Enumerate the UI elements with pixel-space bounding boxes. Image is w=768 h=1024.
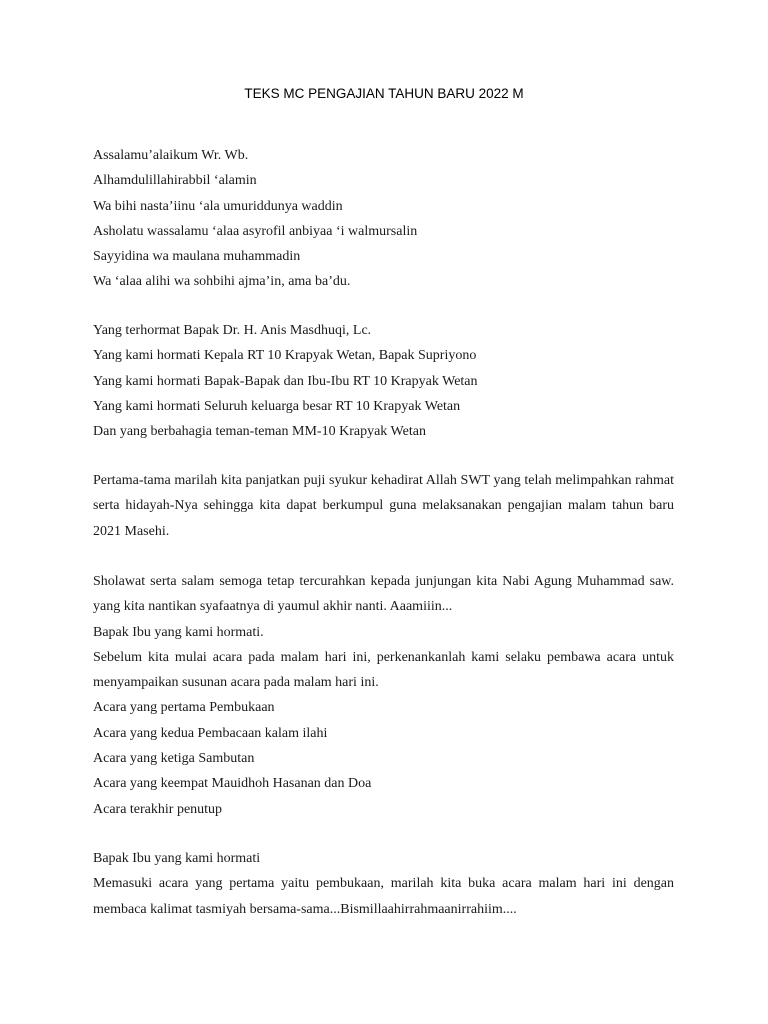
- agenda-item: Acara yang pertama Pembukaan: [93, 700, 275, 716]
- opening-paragraph-block: [93, 468, 674, 544]
- agenda-item: Acara terakhir penutup: [93, 801, 223, 817]
- closing-text-block: [93, 846, 674, 922]
- address-line: Yang kami hormati Kepala RT 10 Krapyak Wetan, Bapak Supriyono: [93, 348, 477, 364]
- greeting-block: [93, 143, 674, 295]
- greeting-line: Assalamu’alaikum Wr. Wb.: [93, 148, 249, 163]
- agenda-intro-paragraph: Sebelum kita mulai acara pada malam hari ini, perkenankanlah kami selaku pembawa acara untuk menyampaikan susunan acara pada malam hari ini.: [93, 649, 674, 691]
- agenda-item: Acara yang kedua Pembacaan kalam ilahi: [93, 725, 328, 741]
- address-block: [93, 318, 674, 444]
- address-line: Yang kami hormati Seluruh keluarga besar RT 10 Krapyak Wetan: [93, 398, 461, 414]
- document-title: TEKS MC PENGAJIAN TAHUN BARU 2022 M: [244, 86, 524, 101]
- greeting-line: Asholatu wassalamu ‘alaa asyrofil anbiyaa ‘i walmursalin: [93, 223, 418, 239]
- agenda-item: Acara yang ketiga Sambutan: [93, 751, 255, 767]
- sholawat-paragraph: Sholawat serta salam semoga tetap tercurahkan kepada junjungan kita Nabi Agung Muhammad saw. yang kita nantikan syafaatnya di yaumul akhir nanti. Aaamiiin...: [93, 574, 674, 615]
- address-hormat-line: Bapak Ibu yang kami hormati: [93, 851, 261, 866]
- main-text-block: [93, 569, 674, 822]
- agenda-item: Acara yang keempat Mauidhoh Hasanan dan Doa: [93, 776, 372, 792]
- greeting-line: Sayyidina wa maulana muhammadin: [93, 249, 301, 265]
- address-line: Dan yang berbahagia teman-teman MM-10 Krapyak Wetan: [93, 424, 426, 440]
- address-line: Yang terhormat Bapak Dr. H. Anis Masdhuqi, Lc.: [93, 323, 372, 338]
- greeting-line: Wa bihi nasta’iinu ‘ala umuriddunya waddin: [93, 198, 343, 214]
- greeting-line: Alhamdulillahirabbil ‘alamin: [93, 173, 257, 189]
- opening-ceremony-paragraph: Memasuki acara yang pertama yaitu pembukaan, marilah kita buka acara malam hari ini dengan membaca kalimat tasmiyah bersama-sama...Bismillaahirrahmaanirrahiim....: [93, 876, 674, 917]
- address-line: Yang kami hormati Bapak-Bapak dan Ibu-Ibu RT 10 Krapyak Wetan: [93, 373, 478, 389]
- opening-paragraph: Pertama-tama marilah kita panjatkan puji syukur kehadirat Allah SWT yang telah melimpahkan rahmat serta hidayah-Nya sehingga kita dapat berkumpul guna melaksanakan pengajian malam tahun baru 2021 Masehi.: [93, 473, 674, 539]
- greeting-line: Wa ‘alaa alihi wa sohbihi ajma’in, ama ba’du.: [93, 274, 351, 290]
- address-hormat-line: Bapak Ibu yang kami hormati.: [93, 624, 264, 640]
